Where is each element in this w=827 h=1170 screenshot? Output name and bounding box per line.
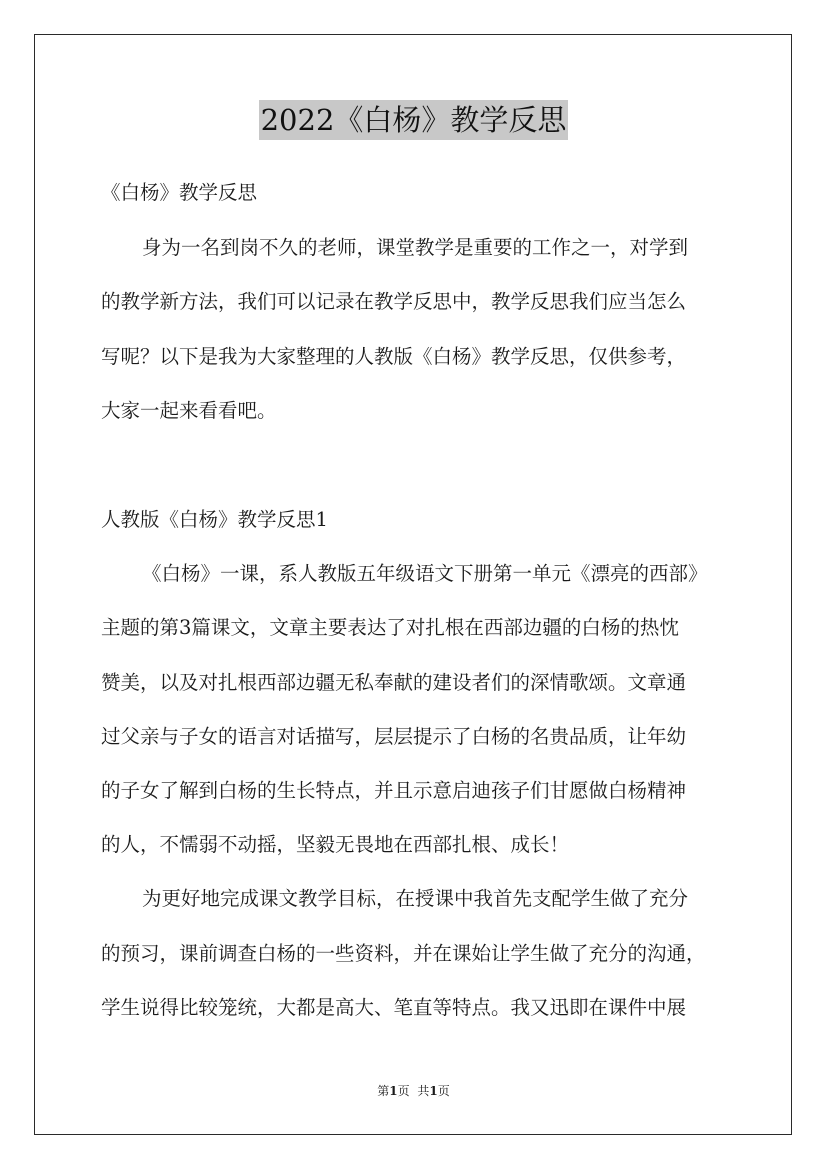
total-prefix: 共	[417, 1084, 430, 1098]
title-container	[0, 100, 827, 140]
intro-line: 大家一起来看看吧。	[101, 399, 277, 422]
page-current: 1	[389, 1084, 398, 1098]
page-unit: 页	[397, 1084, 410, 1098]
total-unit: 页	[437, 1084, 450, 1098]
paragraph-line: 为更好地完成课文教学目标，在授课中我首先支配学生做了充分	[142, 887, 689, 910]
paragraph-line: 学生说得比较笼统，大都是高大、笔直等特点。我又迅即在课件中展	[101, 996, 687, 1019]
intro-line: 写呢？以下是我为大家整理的人教版《白杨》教学反思，仅供参考，	[101, 345, 687, 368]
intro-line: 身为一名到岗不久的老师，课堂教学是重要的工作之一，对学到	[142, 236, 689, 259]
page-footer	[0, 1083, 827, 1099]
page-total: 1	[429, 1084, 438, 1098]
paragraph-line: 过父亲与子女的语言对话描写，层层提示了白杨的名贵品质，让年幼	[101, 725, 687, 748]
subtitle: 《白杨》教学反思	[101, 181, 258, 204]
paragraph-line: 的子女了解到白杨的生长特点，并且示意启迪孩子们甘愿做白杨精神	[101, 779, 687, 802]
paragraph-line: 的人，不懦弱不动摇，坚毅无畏地在西部扎根、成长！	[101, 833, 570, 856]
page-prefix: 第	[377, 1084, 390, 1098]
section-heading: 人教版《白杨》教学反思1	[101, 508, 328, 531]
paragraph-line: 的预习，课前调查白杨的一些资料，并在课始让学生做了充分的沟通，	[101, 942, 706, 965]
document-title: 2022《白杨》教学反思	[259, 100, 569, 140]
intro-line: 的教学新方法，我们可以记录在教学反思中，教学反思我们应当怎么	[101, 290, 687, 313]
paragraph-line: 赞美，以及对扎根西部边疆无私奉献的建设者们的深情歌颂。文章通	[101, 671, 687, 694]
paragraph-line: 《白杨》一课，系人教版五年级语文下册第一单元《漂亮的西部》	[142, 562, 708, 585]
paragraph-line: 主题的第3篇课文，文章主要表达了对扎根在西部边疆的白杨的热忱	[101, 616, 679, 639]
